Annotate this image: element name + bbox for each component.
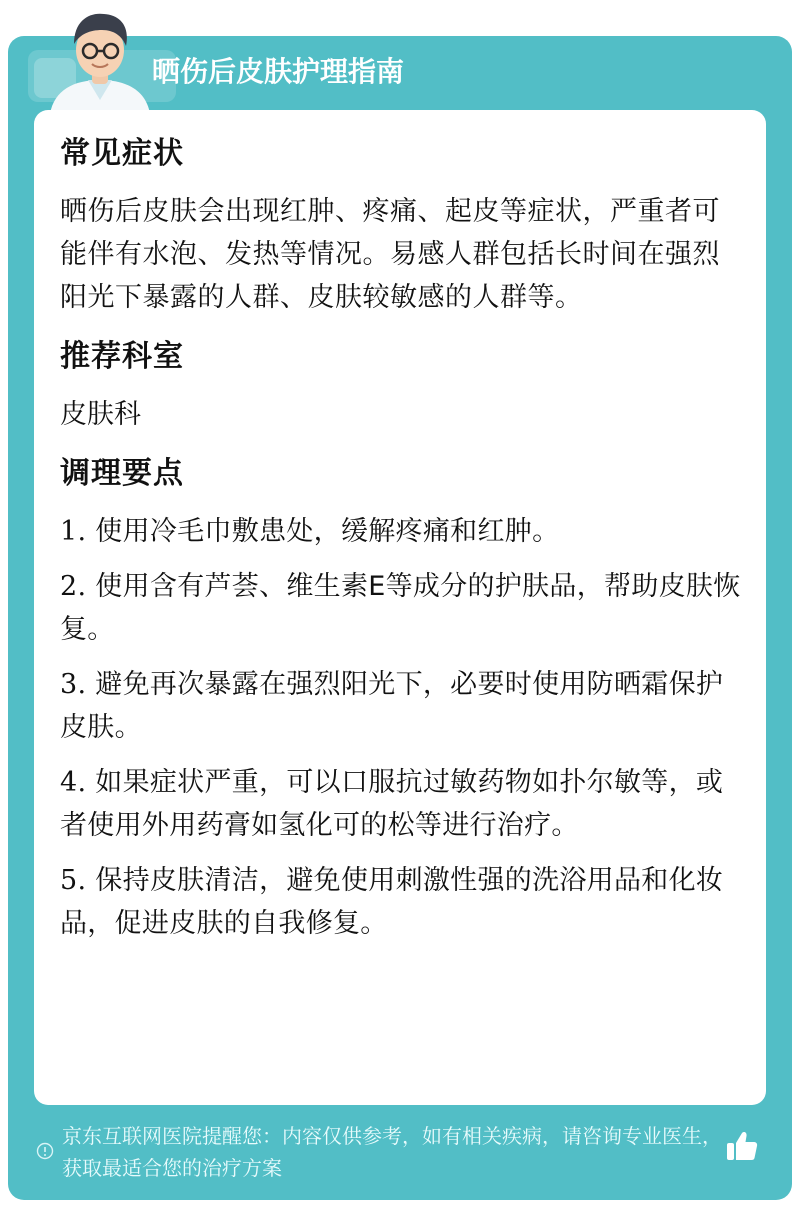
care-item-2 xyxy=(60,565,742,651)
department-heading: 推荐科室 xyxy=(60,339,184,374)
symptoms-text: 晒伤后皮肤会出现红肿、疼痛、起皮等症状，严重者可能伴有水泡、发热等情况。易感人群包括长时间在强烈阳光下暴露的人群、皮肤较敏感的人群等。 xyxy=(60,196,720,313)
page-title: 晒伤后皮肤护理指南 xyxy=(152,55,405,88)
thumbs-up-icon[interactable] xyxy=(724,1128,760,1164)
care-item-number: 5. xyxy=(60,865,87,896)
care-item-5 xyxy=(60,859,742,945)
content-card xyxy=(34,110,766,1105)
care-item-text: 使用含有芦荟、维生素E等成分的护肤品，帮助皮肤恢复。 xyxy=(60,571,741,645)
care-item-number: 4. xyxy=(60,767,87,798)
care-item-4 xyxy=(60,761,742,847)
info-icon xyxy=(36,1142,54,1160)
care-item-number: 1. xyxy=(60,516,87,547)
care-heading: 调理要点 xyxy=(60,456,184,491)
care-item-text: 使用冷毛巾敷患处，缓解疼痛和红肿。 xyxy=(95,516,560,547)
care-item-3 xyxy=(60,663,742,749)
department-text: 皮肤科 xyxy=(60,399,141,430)
symptoms-heading: 常见症状 xyxy=(60,136,184,171)
footer-text: 京东互联网医院提醒您：内容仅供参考，如有相关疾病，请咨询专业医生，获取最适合您的治疗方案 xyxy=(62,1124,722,1180)
doctor-avatar-icon xyxy=(40,6,160,114)
care-item-number: 3. xyxy=(60,669,87,700)
care-item-text: 避免再次暴露在强烈阳光下，必要时使用防晒霜保护皮肤。 xyxy=(60,669,724,743)
footer-notice xyxy=(36,1120,766,1190)
care-item-1 xyxy=(60,510,742,553)
care-item-number: 2. xyxy=(60,571,87,602)
care-item-text: 保持皮肤清洁，避免使用刺激性强的洗浴用品和化妆品，促进皮肤的自我修复。 xyxy=(60,865,724,939)
care-item-text: 如果症状严重，可以口服抗过敏药物如扑尔敏等，或者使用外用药膏如氢化可的松等进行治疗。 xyxy=(60,767,724,841)
